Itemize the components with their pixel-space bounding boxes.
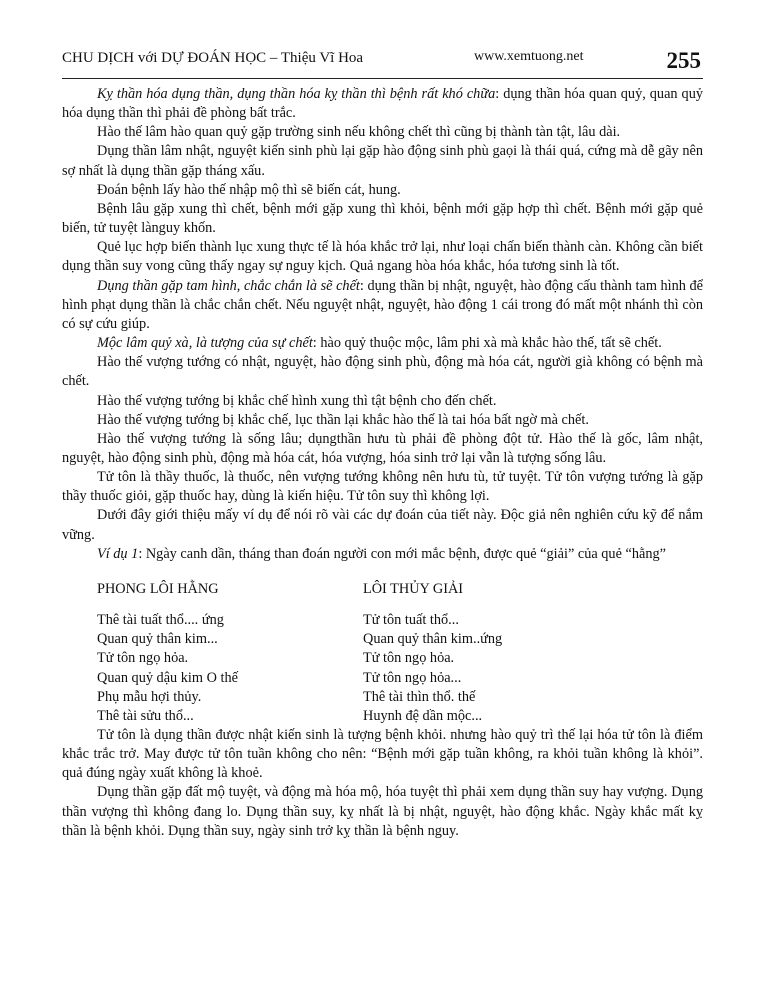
page-number: 255: [666, 48, 701, 73]
paragraph: Hào thế vượng tướng là sống lâu; dụngthần hưu tù phải đề phòng đột tử. Hào thế là gốc, lâm nhật, nguyệt, hào động sinh phù, động mà hóa cát, hóa vượng, hóa sinh trở lại vẫn là tượng sống lâu.: [62, 430, 703, 466]
paragraph: Tử tôn là dụng thần được nhật kiến sinh là tượng bệnh khỏi. nhưng hào quỷ trì thế lại hóa tử tôn là điểm khắc trắc trở. May được tử tôn tuần không cho nên: “Bệnh mới gặp tuần không, ra khỏi tuần không là khỏi”. quả đúng ngày xuất không là khoẻ.: [62, 727, 703, 782]
paragraph: Dụng thần lâm nhật, nguyệt kiến sinh phù lại gặp hào động sinh phù gaọi là thái quá, cứng mà dễ gãy nên sợ nhất là dụng thần gặp tháng xấu.: [62, 143, 703, 179]
paragraph: Kỵ thần hóa dụng thần, dụng thần hóa kỵ thần thì bệnh rất khó chữa: dụng thần hóa quan quỷ, quan quỷ hóa dụng thần thì phải đề phòng bất trắc.: [62, 86, 703, 122]
example-paragraph: Ví dụ 1: Ngày canh dần, tháng than đoán người con mới mắc bệnh, được quẻ “giải” của quẻ “hằng”: [97, 545, 666, 562]
hexagram-row: Tử tôn ngọ hỏa. Tử tôn ngọ hỏa.: [97, 650, 455, 667]
paragraph: Mộc lâm quỷ xà, là tượng của sự chết: hào quỷ thuộc mộc, lâm phi xà mà khắc hào thế, tất sẽ chết.: [97, 335, 662, 352]
paragraph: Dụng thần gặp đất mộ tuyệt, và động mà hóa mộ, hóa tuyệt thì phải xem dụng thần suy hay vượng. Dụng thần vượng thì không đang lo. Dụng thần suy, kỵ nhất là bị nhật, nguyệt, hào động khắc. Ngày khắc mất kỵ thần là bệnh khỏi. Dụng thần suy, ngày sinh trở kỵ thần là bệnh nguy.: [62, 784, 703, 839]
paragraph: Đoán bệnh lấy hào thế nhập mộ thì sẽ biến cát, hung.: [97, 181, 401, 198]
paragraph: Tử tôn là thầy thuốc, là thuốc, nên vượng tướng không nên hưu tù, tử tuyệt. Tử tôn vượng tướng là gặp thầy thuốc giỏi, gặp thuốc hay, dùng là kiến hiệu. Tử tôn suy thì không lợi.: [62, 469, 703, 505]
hexagram-row: Quan quỷ thân kim... Quan quỷ thân kim..ứng: [97, 631, 503, 648]
hexagram-titles: [62, 580, 703, 599]
paragraph: Quẻ lục hợp biến thành lục xung thực tế là hóa khắc trở lại, như loại chấn biến thành càn. Không cần biết dụng thần suy vong cũng thấy ngay sự nguy kịch. Quả ngang hòa hóa khắc, hóa tương sinh là tốt.: [62, 239, 703, 275]
page-header: [62, 44, 703, 79]
website-url[interactable]: www.xemtuong.net: [474, 49, 584, 64]
paragraph: Hào thế vượng tướng bị khắc chế hình xung thì tật bệnh cho đến chết.: [97, 392, 497, 409]
paragraph: Hào thế vượng tướng có nhật, nguyệt, hào động sinh phù, động mà hóa cát, người già không có bệnh mà chết.: [62, 354, 703, 390]
right-hexagram-title: LÔI THỦY GIẢI: [363, 580, 464, 597]
page-body: [62, 85, 703, 841]
paragraph: Hào thế vượng tướng bị khắc chế, lục thần lại khắc hào thế là tai hóa bất ngờ mà chết.: [97, 411, 589, 428]
paragraph: Hào thế lâm hào quan quỷ gặp trường sinh nếu không chết thì cũng bị thành tàn tật, lâu dài.: [97, 124, 621, 141]
left-hexagram-title: PHONG LÔI HẰNG: [97, 580, 219, 597]
hexagram-row: Thê tài tuất thổ.... ứng Tử tôn tuất thổ...: [97, 612, 459, 629]
hexagram-row: Thê tài sửu thổ... Huynh đệ dần mộc...: [97, 707, 483, 724]
paragraph: Dụng thần gặp tam hình, chắc chắn là sẽ chết: dụng thần bị nhật, nguyệt, hào động cấu thành tam hình để hình phạt dụng thần là chắc chắn chết. Nếu nguyệt nhật, nguyệt, hào động 1 cái trong đó mất một nhánh thì còn có sự cứu giúp.: [62, 277, 704, 332]
paragraph: Dưới đây giới thiệu mấy ví dụ để nói rõ vài các dự đoán của tiết này. Độc giả nên nghiên cứu kỹ để nắm vững.: [62, 507, 703, 543]
hexagram-row: Phụ mẫu hợi thủy. Thê tài thìn thổ. thế: [97, 688, 476, 705]
hexagram-row: Quan quỷ dậu kim O thế Tử tôn ngọ hỏa...: [97, 669, 462, 686]
paragraph: Bệnh lâu gặp xung thì chết, bệnh mới gặp xung thì khỏi, bệnh mới gặp hợp thì chết. Bệnh mới gặp quẻ biến, tử tuyệt lànguy khốn.: [62, 200, 703, 237]
book-title: CHU DỊCH với DỰ ĐOÁN HỌC – Thiệu Vĩ Hoa: [62, 50, 364, 66]
